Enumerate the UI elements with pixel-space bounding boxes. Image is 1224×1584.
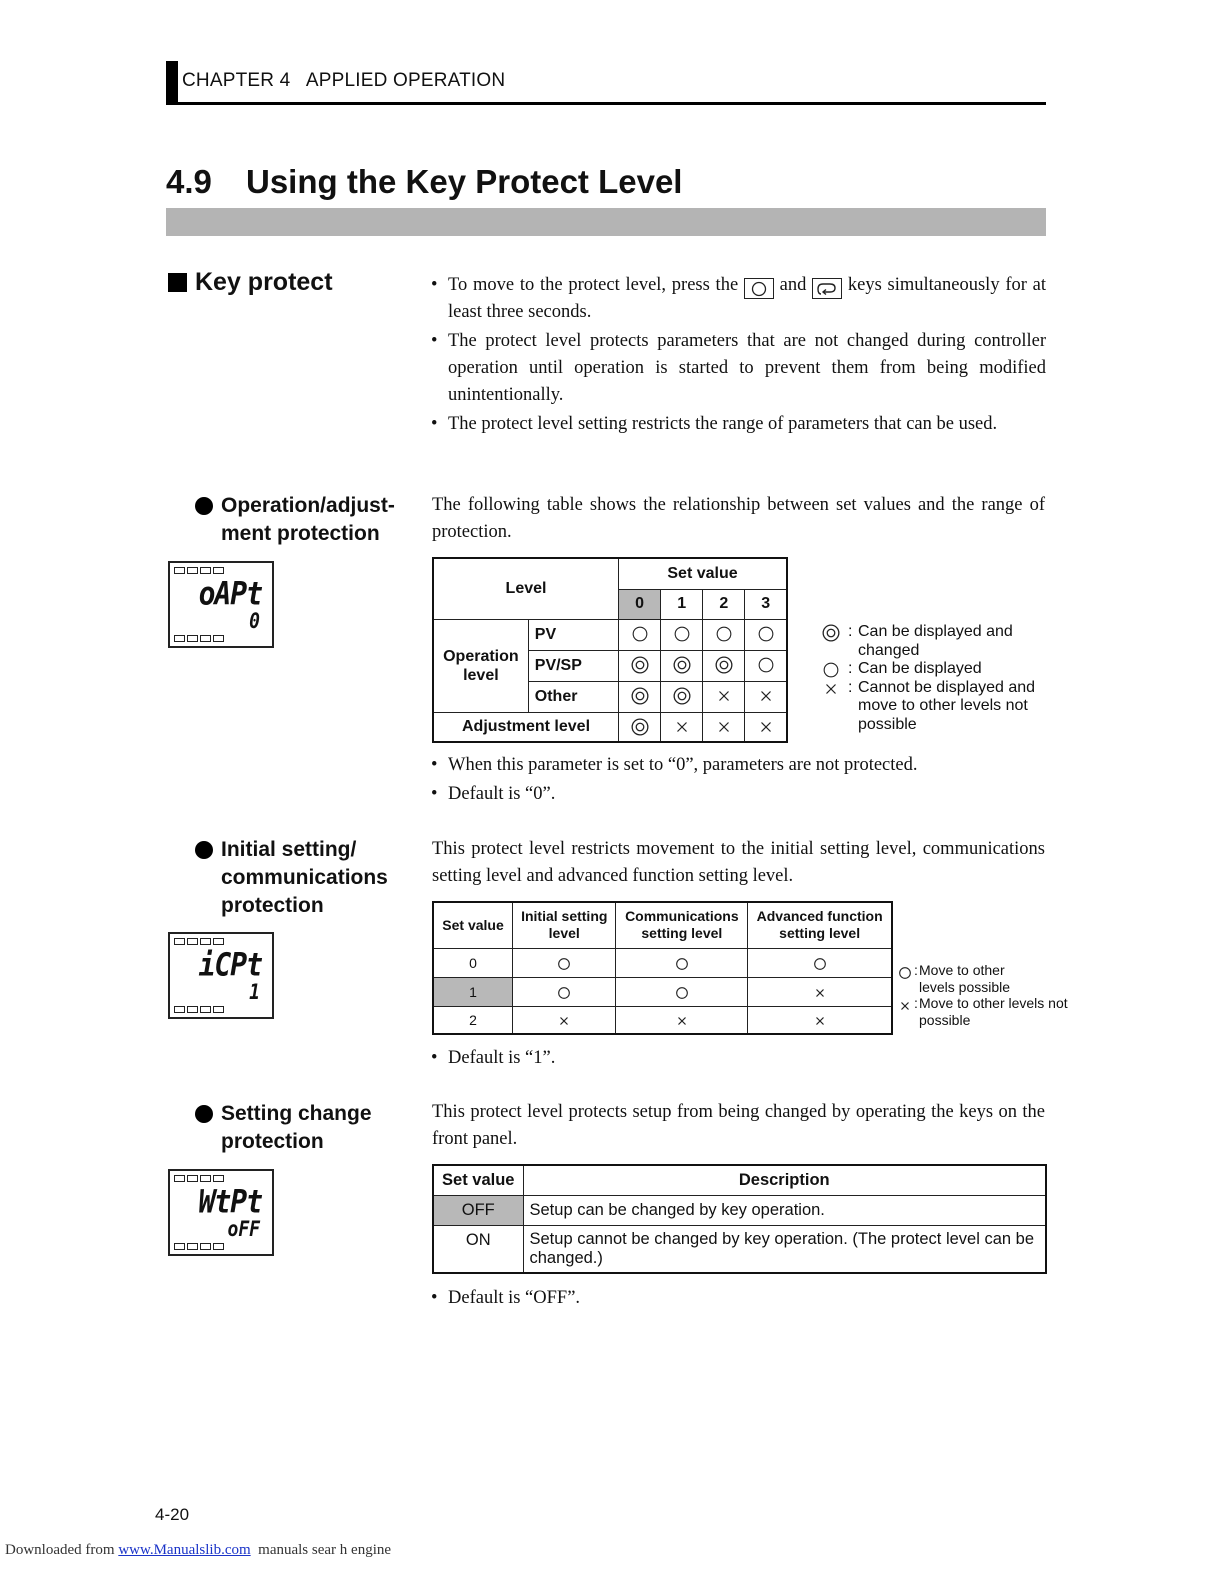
section-number: 4.9	[166, 163, 212, 200]
circle-icon	[822, 661, 840, 680]
cross-icon	[703, 681, 745, 712]
legend-item: : Cannot be displayed and move to other levels not possible	[820, 679, 1043, 735]
double-circle-icon	[703, 650, 745, 681]
section-divider-bar	[166, 208, 1046, 236]
init-comm-table	[432, 901, 893, 1035]
op-adj-heading: Operation/adjust- ment protection	[221, 492, 395, 548]
circle-icon	[703, 619, 745, 650]
op-adj-notes	[430, 752, 1046, 810]
double-circle-icon	[619, 712, 661, 742]
cross-icon	[703, 712, 745, 742]
circle-icon	[616, 977, 748, 1006]
set-value-3: 3	[745, 589, 787, 619]
header-initial-setting: Initial setting level	[513, 902, 616, 948]
bullet-dot-icon	[195, 841, 213, 859]
section-title-text: Using the Key Protect Level	[246, 163, 683, 200]
level-key-icon	[744, 278, 774, 299]
download-footer: Downloaded from www.Manualslib.com manuals sear h engine	[5, 1542, 392, 1558]
bullet-item: • When this parameter is set to “0”, parameters are not protected.	[430, 752, 1046, 779]
double-circle-icon	[619, 681, 661, 712]
lcd-display-oapt	[168, 561, 274, 648]
lcd-parameter: WtPt	[198, 1182, 262, 1221]
double-circle-icon	[619, 650, 661, 681]
header-communications: Communications setting level	[616, 902, 748, 948]
lcd-value: 1	[249, 979, 260, 1006]
circle-icon	[745, 619, 787, 650]
lcd-parameter: oAPt	[198, 574, 262, 613]
setting-change-notes	[430, 1285, 1046, 1314]
key-protect-bullets	[430, 272, 1046, 440]
double-circle-icon	[661, 681, 703, 712]
set-value-off: OFF	[433, 1195, 523, 1225]
description-off: Setup can be changed by key operation.	[523, 1195, 1046, 1225]
mode-key-icon	[812, 278, 842, 299]
row-label-pv: PV	[528, 619, 618, 650]
setting-change-table	[432, 1164, 1047, 1274]
cross-icon	[513, 1006, 616, 1034]
setting-change-heading: Setting change protection	[221, 1100, 372, 1156]
indicator-dots	[174, 1243, 224, 1250]
set-value-header: Set value	[619, 558, 787, 589]
circle-icon	[513, 977, 616, 1006]
circle-icon	[748, 948, 892, 977]
cross-icon	[745, 681, 787, 712]
set-value-on: ON	[433, 1225, 523, 1273]
cross-icon	[748, 1006, 892, 1034]
square-bullet-icon	[168, 273, 187, 292]
init-comm-intro: This protect level restricts movement to the initial setting level, communications setting level and advanced function setting level.	[432, 839, 1045, 886]
header-advanced-function: Advanced function setting level	[748, 902, 892, 948]
circle-icon	[616, 948, 748, 977]
chapter-marker	[166, 61, 178, 104]
cross-icon	[748, 977, 892, 1006]
double-circle-icon	[661, 650, 703, 681]
manualslib-link[interactable]: www.Manualslib.com	[118, 1542, 251, 1558]
key-protect-heading: Key protect	[168, 268, 333, 297]
cross-icon	[661, 712, 703, 742]
bullet-item: • Default is “1”.	[430, 1045, 1046, 1072]
lcd-parameter: iCPt	[198, 945, 262, 984]
header-description: Description	[523, 1165, 1046, 1195]
section-title	[166, 163, 682, 201]
row-label-other: Other	[528, 681, 618, 712]
lcd-display-icpt	[168, 932, 274, 1019]
set-value-1: 1	[661, 589, 703, 619]
lcd-value: oFF	[227, 1216, 260, 1243]
cross-icon	[822, 680, 840, 699]
chapter-number: CHAPTER 4	[182, 70, 291, 91]
description-on: Setup cannot be changed by key operation. (The protect level can be changed.)	[523, 1225, 1046, 1273]
operation-level-label: Operation level	[433, 619, 528, 712]
row-label-adjustment: Adjustment level	[433, 712, 619, 742]
indicator-dots	[174, 567, 224, 574]
set-value-2: 2	[703, 589, 745, 619]
circle-icon	[513, 948, 616, 977]
lcd-display-wtpt	[168, 1169, 274, 1256]
indicator-dots	[174, 1006, 224, 1013]
double-circle-icon	[822, 624, 840, 643]
bullet-item: • The protect level protects parameters that are not changed during controller operation until operation is started to prevent them from being modified unintentionally.	[430, 328, 1046, 409]
legend-item: : Move to other levels not possible	[897, 995, 1069, 1028]
circle-icon	[661, 619, 703, 650]
page-number: 4-20	[155, 1505, 190, 1524]
indicator-dots	[174, 1175, 224, 1182]
circle-icon	[619, 619, 661, 650]
op-adj-table	[432, 557, 788, 743]
init-comm-heading: Initial setting/ communications protection	[221, 836, 388, 920]
indicator-dots	[174, 635, 224, 642]
cross-icon	[616, 1006, 748, 1034]
row-label-pvsp: PV/SP	[528, 650, 618, 681]
bullet-item: • Default is “0”.	[430, 781, 1046, 808]
bullet-item: • The protect level setting restricts the range of parameters that can be used.	[430, 411, 1046, 438]
circle-icon	[898, 964, 912, 981]
bullet-item: • To move to the protect level, press the and keys simultaneously for at least three seconds.	[430, 272, 1046, 326]
set-value-0: 0	[433, 948, 513, 977]
header-rule	[166, 102, 1046, 105]
bullet-dot-icon	[195, 1105, 213, 1123]
set-value-1: 1	[433, 977, 513, 1006]
cross-icon	[745, 712, 787, 742]
op-adj-legend	[820, 623, 1058, 734]
header-set-value: Set value	[433, 902, 513, 948]
indicator-dots	[174, 938, 224, 945]
legend-item: : Can be displayed and changed	[820, 623, 1058, 660]
init-comm-notes	[430, 1045, 1046, 1074]
chapter-title: APPLIED OPERATION	[305, 70, 506, 91]
setting-change-intro: This protect level protects setup from being changed by operating the keys on the front panel.	[432, 1102, 1045, 1149]
legend-item: : Move to other levels possible	[897, 962, 1044, 995]
op-adj-intro: The following table shows the relationship between set values and the range of protection.	[432, 495, 1045, 542]
set-value-2: 2	[433, 1006, 513, 1034]
header-set-value: Set value	[433, 1165, 523, 1195]
set-value-0: 0	[619, 589, 661, 619]
bullet-dot-icon	[195, 497, 213, 515]
circle-icon	[745, 650, 787, 681]
chapter-heading	[182, 70, 505, 92]
bullet-item: • Default is “OFF”.	[430, 1285, 1046, 1312]
init-comm-legend	[897, 962, 1069, 1028]
cross-icon	[898, 997, 912, 1014]
level-header: Level	[433, 558, 619, 619]
legend-item: : Can be displayed	[820, 660, 1058, 679]
lcd-value: 0	[249, 608, 260, 635]
